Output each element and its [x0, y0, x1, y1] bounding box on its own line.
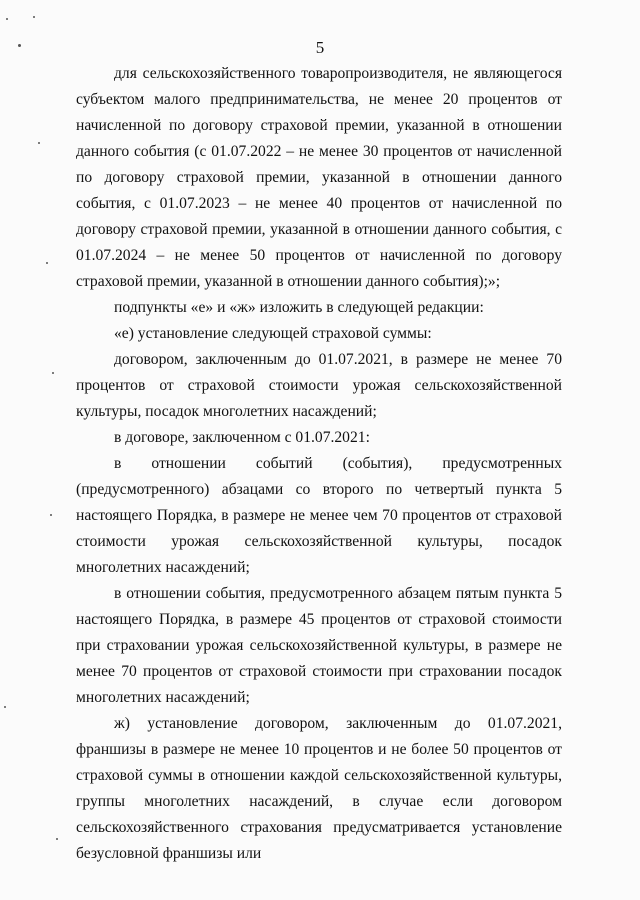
scan-speck — [46, 262, 48, 264]
scan-speck — [18, 44, 21, 47]
paragraph-events-2-4: в отношении событий (события), предусмотренных (предусмотренного) абзацами со второго по четвертый пункта 5 настоящего Порядка, в размере не менее чем 70 процентов от страховой стоимости урожая сельскохозяйственной культуры, посадок многолетних насаждений; — [76, 455, 562, 576]
paragraph-premium-continuation: для сельскохозяйственного товаропроизводителя, не являющегося субъектом малого предпринимательства, не менее 20 процентов от начисленной по договору страховой премии, указанной в отношении данного события (с 01.07.2022 – не менее 30 процентов от начисленной по договору страховой премии, указанной в отношении данного события, с 01.07.2023 – не менее 40 процентов от начисленной по договору страховой премии, указанной в отношении данного события, с 01.07.2024 – не менее 50 процентов от начисленной по договору страховой премии, указанной в отношении данного события);»; — [76, 65, 562, 290]
paragraph-subitem-zh: ж) установление договором, заключенным до 01.07.2021, франшизы в размере не менее 10 процентов и не более 50 процентов от страховой суммы в отношении каждой сельскохозяйственной культуры, группы многолетних насаждений, в случае если договором сельскохозяйственного страхования предусматривается установление безусловной франшизы или — [76, 715, 562, 862]
page-number: 5 — [315, 38, 325, 57]
scan-speck — [6, 18, 8, 20]
paragraph-event-5: в отношении события, предусмотренного абзацем пятым пункта 5 настоящего Порядка, в размере 45 процентов от страховой стоимости при страховании урожая сельскохозяйственной культуры, в размере не менее 70 процентов от страховой стоимости при страховании посадок многолетних насаждений; — [76, 585, 562, 706]
paragraph-amendment-intro: подпункты «е» и «ж» изложить в следующей редакции: — [114, 299, 484, 316]
paragraph-contract-after: в договоре, заключенном с 01.07.2021: — [114, 429, 370, 446]
scan-speck — [50, 514, 52, 516]
scan-speck — [4, 706, 6, 708]
scan-speck — [38, 142, 40, 144]
scan-speck — [56, 838, 58, 840]
paragraph-contract-before: договором, заключенным до 01.07.2021, в размере не менее 70 процентов от страховой стоимости урожая сельскохозяйственной культуры, посадок многолетних насаждений; — [76, 351, 562, 420]
document-body — [76, 61, 562, 867]
scan-speck — [33, 16, 35, 18]
paragraph-subitem-e: «е) установление следующей страховой суммы: — [114, 325, 432, 342]
scan-speck — [52, 372, 54, 374]
